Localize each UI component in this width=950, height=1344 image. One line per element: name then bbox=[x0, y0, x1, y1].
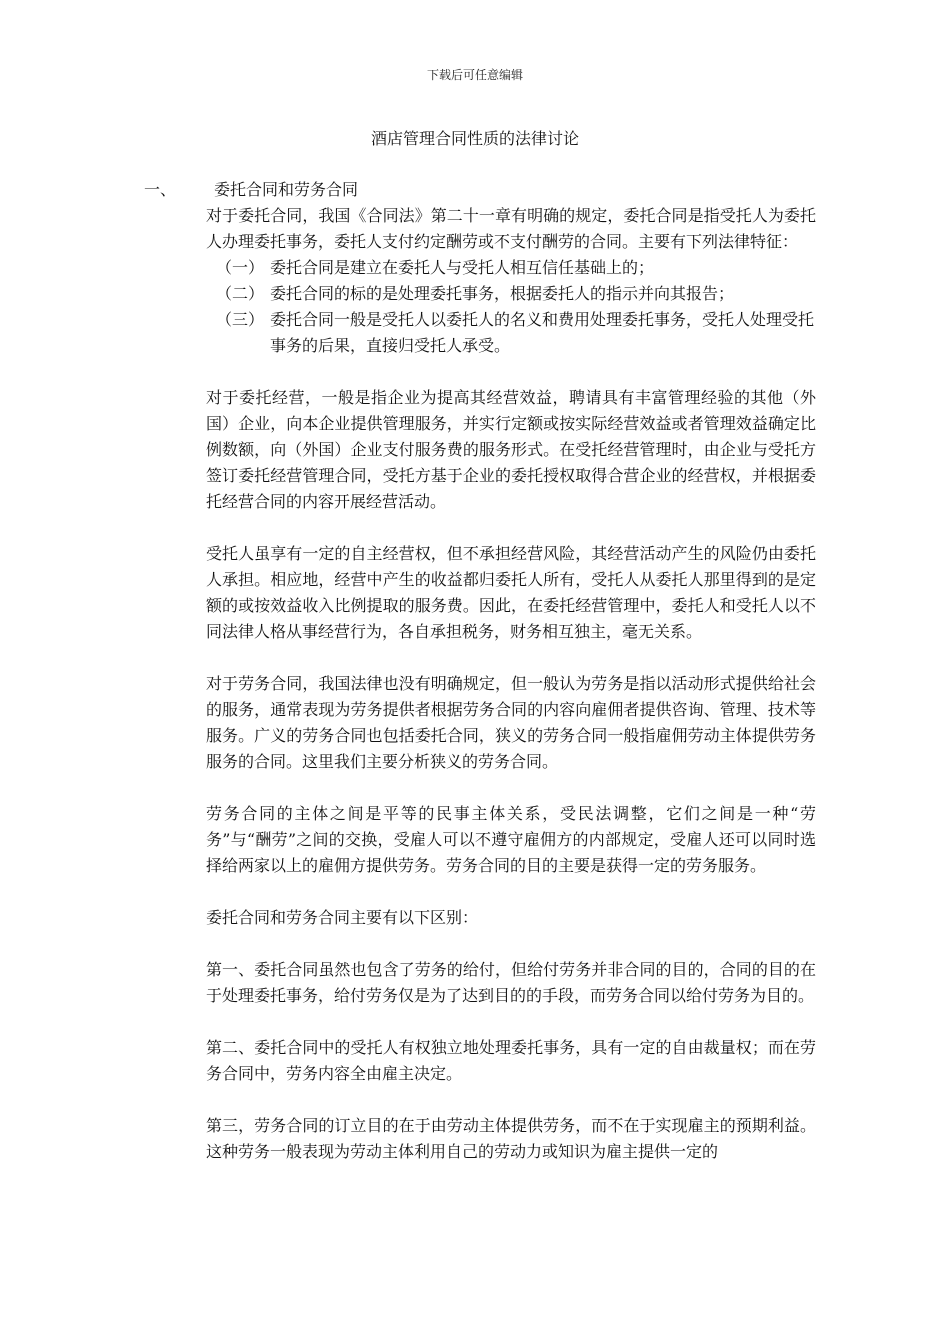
paragraph-difference-1: 第一、委托合同虽然也包含了劳务的给付，但给付劳务并非合同的目的，合同的目的在于处理委托事务，给付劳务仅是为了达到目的的手段，而劳务合同以给付劳务为目的。 bbox=[206, 960, 816, 1005]
list-item-text: 委托合同是建立在委托人与受托人相互信任基础上的； bbox=[270, 258, 655, 277]
feature-list bbox=[206, 255, 816, 359]
list-item bbox=[206, 255, 816, 281]
paragraph-trustee-rights: 受托人虽享有一定的自主经营权，但不承担经营风险，其经营活动产生的风险仍由委托人承担。相应地，经营中产生的收益都归委托人所有，受托人从委托人那里得到的是定额的或按效益收入比例提取的服务费。因此，在委托经营管理中，委托人和受托人以不同法律人格从事经营行为，各自承担税务，财务相互独主，毫无关系。 bbox=[206, 544, 816, 641]
section-heading-text: 委托合同和劳务合同 bbox=[214, 180, 359, 199]
list-item-text: 委托合同的标的是处理委托事务，根据委托人的指示并向其报告； bbox=[270, 284, 735, 303]
list-item-number: （二） bbox=[216, 284, 265, 303]
document-title: 酒店管理合同性质的法律讨论 bbox=[370, 129, 579, 148]
paragraph-differences-intro: 委托合同和劳务合同主要有以下区别： bbox=[206, 908, 479, 927]
paragraph-difference-3: 第三，劳务合同的订立目的在于由劳动主体提供劳务，而不在于实现雇主的预期利益。这种劳务一般表现为劳动主体利用自己的劳动力或知识为雇主提供一定的 bbox=[206, 1116, 816, 1161]
paragraph-labor-contract: 对于劳务合同，我国法律也没有明确规定，但一般认为劳务是指以活动形式提供给社会的服务，通常表现为劳务提供者根据劳务合同的内容向雇佣者提供咨询、管理、技术等服务。广义的劳务合同也包括委托合同，狭义的劳务合同一般指雇佣劳动主体提供劳务服务的合同。这里我们主要分析狭义的劳务合同。 bbox=[206, 674, 816, 771]
list-item-text: 委托合同一般是受托人以委托人的名义和费用处理委托事务，受托人处理受托事务的后果，直接归受托人承受。 bbox=[270, 310, 815, 355]
paragraph-difference-2: 第二、委托合同中的受托人有权独立地处理委托事务，具有一定的自由裁量权；而在劳务合同中，劳务内容全由雇主决定。 bbox=[206, 1038, 816, 1083]
header-note: 下载后可任意编辑 bbox=[426, 68, 523, 82]
paragraph-entrusted-management: 对于委托经营，一般是指企业为提高其经营效益，聘请具有丰富管理经验的其他（外国）企业，向本企业提供管理服务，并实行定额或按实际经营效益或者管理效益确定比例数额，向（外国）企业支付服务费的服务形式。在受托经营管理时，由企业与受托方签订委托经营管理合同，受托方基于企业的委托授权取得合营企业的经营权，并根据委托经营合同的内容开展经营活动。 bbox=[206, 388, 816, 511]
section-number: 一、 bbox=[144, 180, 177, 199]
paragraph-labor-subjects: 劳务合同的主体之间是平等的民事主体关系，受民法调整，它们之间是一种“劳务”与“酬劳”之间的交换，受雇人可以不遵守雇佣方的内部规定，受雇人还可以同时选择给两家以上的雇佣方提供劳务。劳务合同的目的主要是获得一定的劳务服务。 bbox=[206, 804, 816, 875]
section-heading bbox=[144, 177, 816, 203]
list-item-number: （一） bbox=[216, 258, 265, 277]
document-body bbox=[144, 177, 816, 1191]
list-item bbox=[206, 307, 816, 359]
list-item bbox=[206, 281, 816, 307]
intro-paragraph: 对于委托合同，我国《合同法》第二十一章有明确的规定，委托合同是指受托人为委托人办理委托事务，委托人支付约定酬劳或不支付酬劳的合同。主要有下列法律特征： bbox=[206, 206, 816, 251]
list-item-number: （三） bbox=[216, 310, 265, 329]
